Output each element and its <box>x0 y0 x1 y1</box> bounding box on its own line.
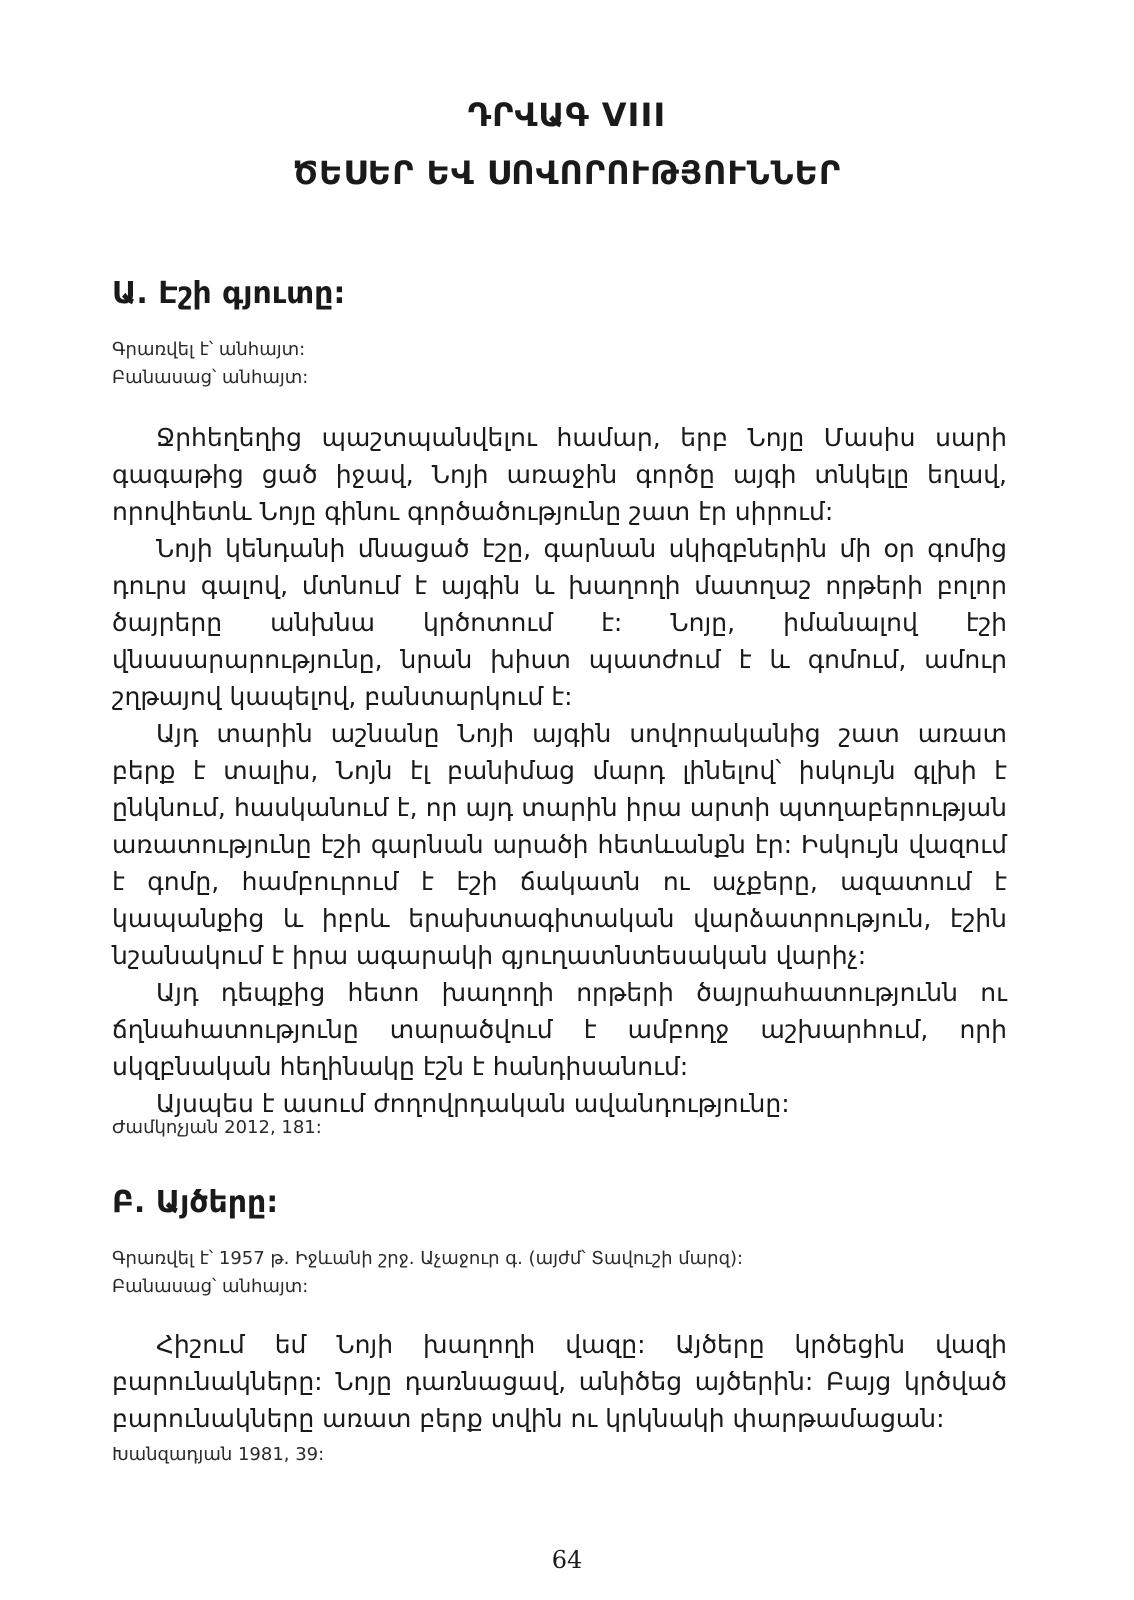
section-a-paragraph: Այսպես է ասում ժողովրդական ավանդությունը: <box>156 1089 790 1118</box>
page-number: 64 <box>551 1546 583 1574</box>
section-a-narrator: Բանասաց՝ անհայտ: <box>112 367 309 388</box>
chapter-title-line2: ԾԵՍԵՐ ԵՎ ՍՈՎՈՐՈՒԹՅՈՒՆՆԵՐ <box>292 154 842 192</box>
section-a-paragraph: Նոյի կենդանի մնացած էշը, գարնան սկիզբներին մի օր գոմից դուրս գալով, մտնում է այգին և խաղողի մատղաշ որթերի բոլոր ծայրերը անխնա կրծոտում է: Նոյը, իմանալով էշի վնասարարությունը, նրան խիստ պատժում է և գոմում, ամուր շղթայով կապելով, բանտարկում է: <box>112 534 1007 711</box>
section-b-narrator: Բանասաց՝ անհայտ: <box>112 1276 309 1297</box>
section-b-source: Խանզադյան 1981, 39: <box>112 1444 325 1465</box>
chapter-title-line1: ԴՐՎԱԳ VIII <box>467 96 667 134</box>
section-b-recorded: Գրառվել է՝ 1957 թ. Իջևանի շրջ. Աչաջուր գ. (այժմ՝ Տավուշի մարզ): <box>112 1248 744 1269</box>
section-a-heading: Ա. Էշի գյուտը: <box>112 276 346 311</box>
section-a-paragraph: Այդ տարին աշնանը Նոյի այգին սովորականից շատ առատ բերք է տալիս, Նոյն էլ բանիմաց մարդ լինելով՝ իսկույն գլխի է ընկնում, հասկանում է, որ այդ տարին իրա արտի պտղաբերության առատությունը էշի գարնան արածի հետևանքն էր: Իսկույն վազում է գոմը, համբուրում է էշի ճակատն ու աչքերը, ազատում է կապանքից և իբրև երախտագիտական վարձատրություն, էշին նշանակում է իրա ագարակի գյուղատնտեսական վարիչ: <box>112 719 1007 970</box>
section-a-body <box>112 419 1007 1122</box>
section-a-recorded: Գրառվել է՝ անհայտ: <box>112 339 306 360</box>
section-a-source: Ժամկոչյան 2012, 181: <box>112 1117 322 1138</box>
section-b-body <box>112 1326 1007 1437</box>
section-a-paragraph: Այդ դեպքից հետո խաղողի որթերի ծայրահատությունն ու ճղնահատությունը տարածվում է ամբողջ աշխարհում, որի սկզբնական հեղինակը էշն է հանդիսանում: <box>112 978 1007 1081</box>
section-b-heading: Բ. Այծերը: <box>112 1185 279 1220</box>
section-a-paragraph: Ջրհեղեղից պաշտպանվելու համար, երբ Նոյը Մասիս սարի գագաթից ցած իջավ, Նոյի առաջին գործը այգի տնկելը եղավ, որովհետև Նոյը գինու գործածությունը շատ էր սիրում: <box>112 423 1007 526</box>
section-b-paragraph: Հիշում եմ Նոյի խաղողի վազը: Այծերը կրծեցին վազի բարունակները: Նոյը դառնացավ, անիծեց այծերին: Բայց կրծված բարունակները առատ բերք տվին ու կրկնակի փարթամացան: <box>112 1330 1007 1433</box>
section-b-meta <box>112 1245 743 1301</box>
section-a-meta <box>112 336 308 392</box>
